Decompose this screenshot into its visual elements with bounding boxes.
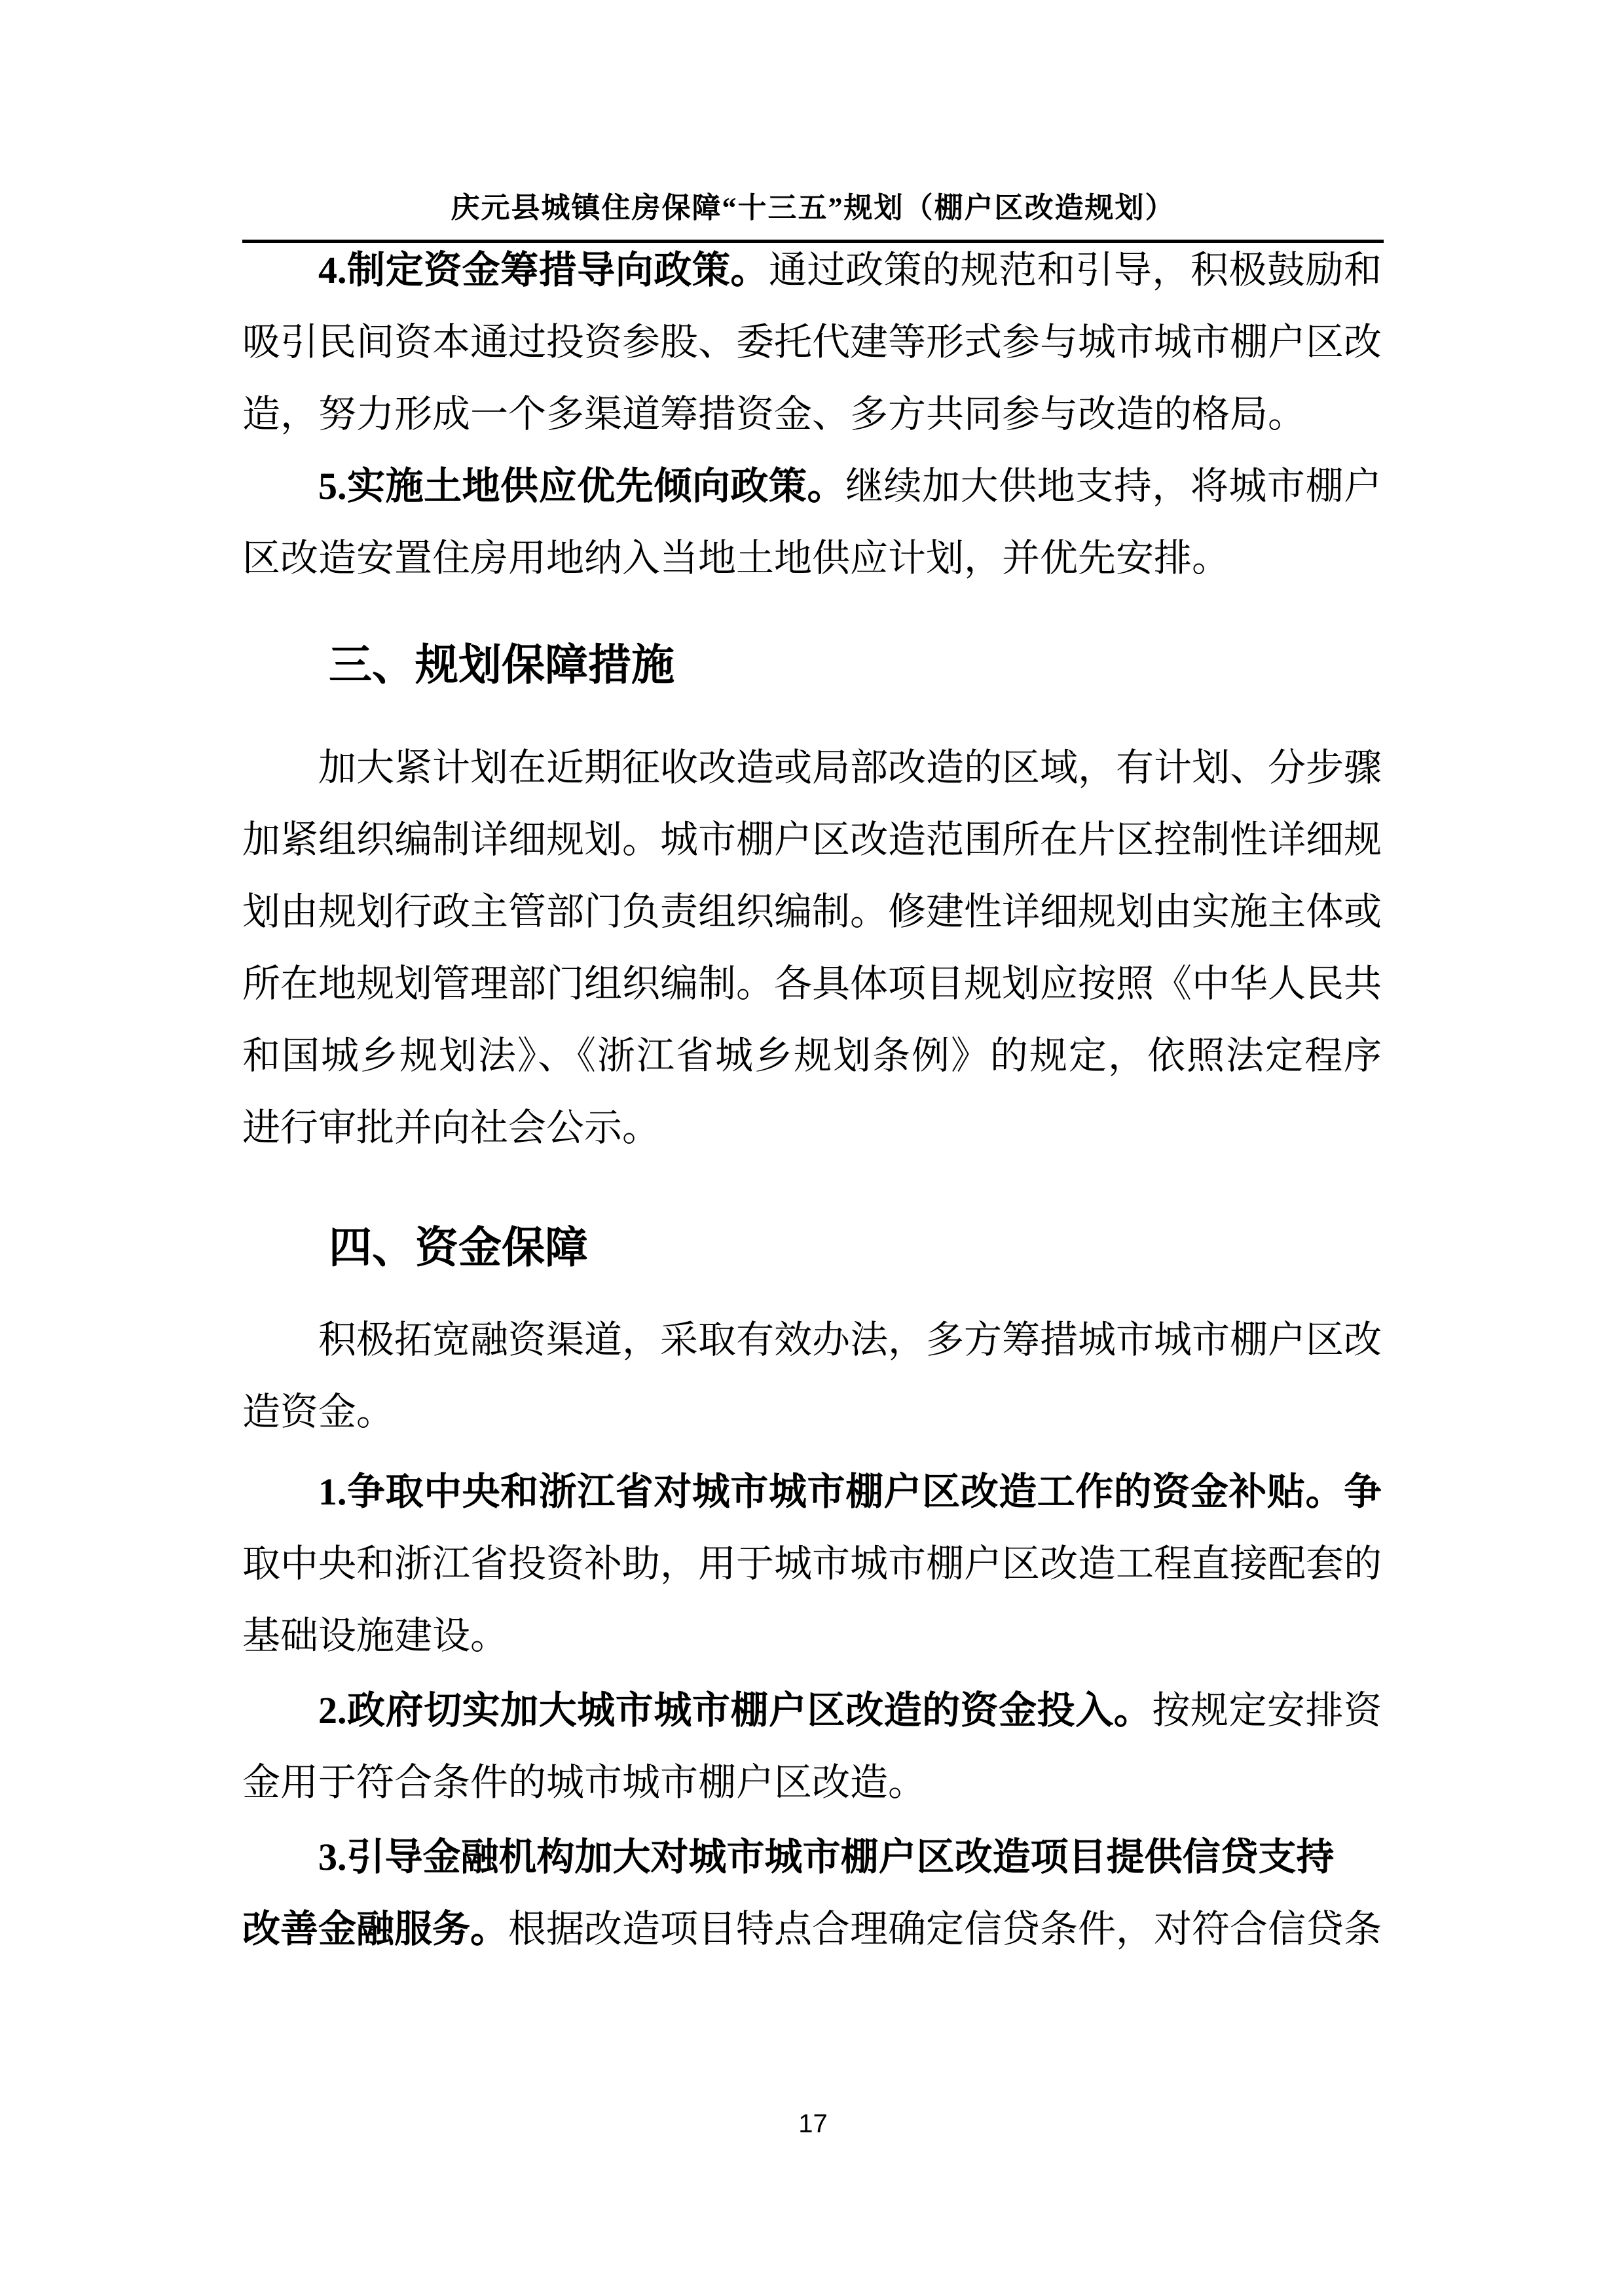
text-line [242, 876, 1382, 948]
text-line [242, 732, 1382, 804]
text-run: 造，努力形成一个多渠道筹措资金、多方共同参与改造的格局。 [242, 393, 1306, 435]
text-run: 通过政策的规范和引导，积极鼓励和 [768, 249, 1382, 291]
text-run: 改善金融服务。 [242, 1908, 509, 1950]
text-run: 和国城乡规划法》、《浙江省城乡规划条例》的规定，依照法定程序 [242, 1034, 1382, 1077]
text-run: 2.政府切实加大城市城市棚户区改造的资金投入。 [318, 1689, 1153, 1732]
text-line [242, 1020, 1382, 1092]
page-header-title: 庆元县城镇住房保障“十三五”规划（棚户区改造规划） [451, 192, 1175, 224]
text-line [242, 450, 1382, 522]
text-line [242, 1528, 1382, 1600]
text-line [242, 948, 1382, 1020]
text-run: 划由规划行政主管部门负责组织编制。修建性详细规划由实施主体或 [242, 890, 1382, 933]
text-line [242, 1456, 1382, 1528]
text-run: 进行审批并向社会公示。 [242, 1106, 661, 1149]
text-line [242, 1893, 1382, 1965]
text-run: 根据改造项目特点合理确定信贷条件，对符合信贷条 [508, 1908, 1382, 1950]
section-heading [242, 1211, 1382, 1283]
text-run: 金用于符合条件的城市城市棚户区改造。 [242, 1761, 927, 1804]
text-run: 基础设施建设。 [242, 1614, 509, 1657]
text-run: 三、规划保障措施 [329, 640, 674, 689]
text-line [242, 1211, 1382, 1283]
text-run: 继续加大供地支持，将城市棚户 [845, 465, 1382, 507]
paragraph [242, 450, 1382, 594]
text-run: 4.制定资金筹措导向政策。 [318, 249, 769, 291]
text-run: 吸引民间资本通过投资参股、委托代建等形式参与城市城市棚户区改 [242, 321, 1382, 363]
paragraph [242, 1456, 1382, 1672]
page-number: 17 [798, 2109, 828, 2138]
text-run: 5.实施土地供应优先倾向政策。 [318, 465, 846, 507]
text-line [242, 1821, 1382, 1893]
text-line [242, 629, 1382, 701]
text-line [242, 306, 1382, 378]
text-line [242, 1675, 1382, 1747]
text-run: 积极拓宽融资渠道，采取有效办法，多方筹措城市城市棚户区改 [318, 1319, 1382, 1361]
text-line [242, 1747, 1382, 1819]
text-line [242, 234, 1382, 306]
paragraph [242, 1675, 1382, 1819]
text-run: 四、资金保障 [329, 1223, 588, 1271]
text-run: 按规定安排资 [1152, 1689, 1382, 1732]
text-line [242, 804, 1382, 876]
paragraph [242, 1821, 1382, 1965]
text-run: 所在地规划管理部门组织编制。各具体项目规划应按照《中华人民共 [242, 962, 1382, 1005]
text-run: 取中央和浙江省投资补助，用于城市城市棚户区改造工程直接配套的 [242, 1542, 1382, 1585]
paragraph [242, 732, 1382, 1164]
section-heading [242, 629, 1382, 701]
text-run: 3.引导金融机构加大对城市城市棚户区改造项目提供信贷支持 [318, 1836, 1335, 1878]
text-run: 区改造安置住房用地纳入当地土地供应计划，并优先安排。 [242, 537, 1230, 579]
paragraph [242, 234, 1382, 450]
text-line [242, 378, 1382, 450]
text-line [242, 1092, 1382, 1164]
text-run: 造资金。 [242, 1391, 395, 1433]
text-run: 加紧组织编制详细规划。城市棚户区改造范围所在片区控制性详细规 [242, 818, 1382, 861]
text-line [242, 1304, 1382, 1376]
text-line [242, 1376, 1382, 1448]
text-line [242, 522, 1382, 594]
text-run: 加大紧计划在近期征收改造或局部改造的区域，有计划、分步骤 [318, 746, 1382, 789]
document-body [242, 0, 1382, 2296]
paragraph [242, 1304, 1382, 1448]
text-run: 1.争取中央和浙江省对城市城市棚户区改造工作的资金补贴。争 [318, 1470, 1382, 1513]
text-line [242, 1600, 1382, 1672]
